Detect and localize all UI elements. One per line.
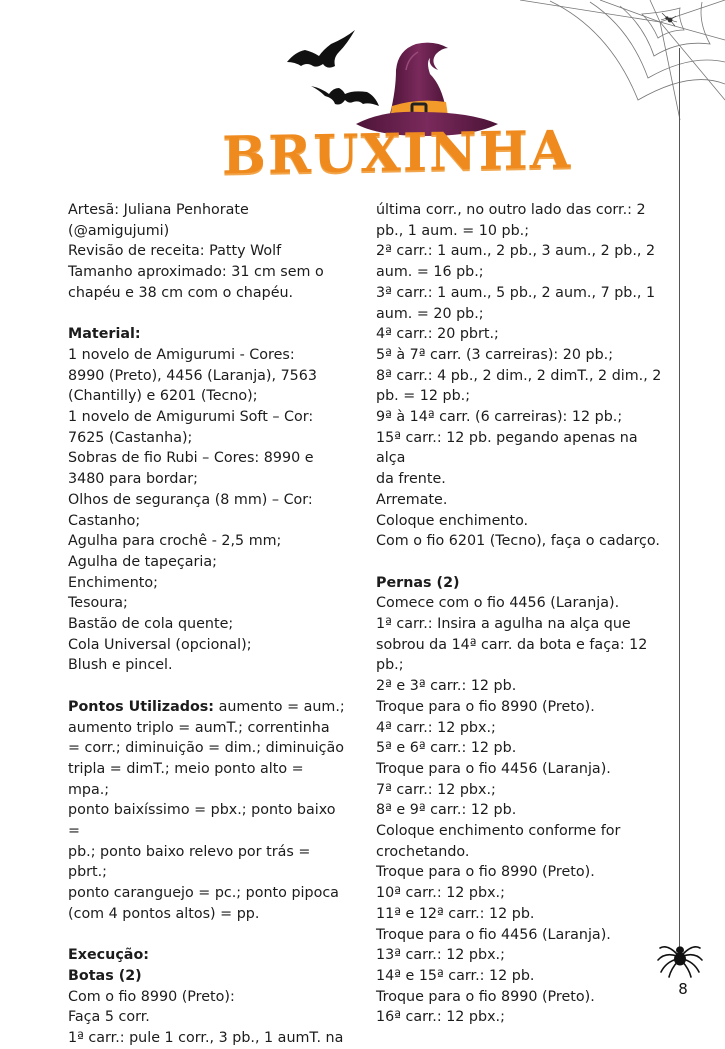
intro-line: chapéu e 38 cm com o chapéu. [68, 284, 294, 301]
pontos-line: tripla = dimT.; meio ponto alto = mpa.; [68, 760, 304, 798]
botas-line: 4ª carr.: 20 pbrt.; [376, 326, 499, 343]
pernas-line: 16ª carr.: 12 pbx.; [376, 1009, 505, 1026]
material-line: Bastão de cola quente; [68, 616, 234, 633]
pernas-line: 14ª e 15ª carr.: 12 pb. [376, 968, 535, 984]
botas-line: 1ª carr.: pule 1 corr., 3 pb., 1 aumT. na [68, 1030, 344, 1047]
botas-line: da frente. [376, 471, 446, 488]
botas-heading: Botas (2) [68, 967, 142, 984]
page-number: 8 [678, 980, 688, 998]
material-line: Agulha para crochê - 2,5 mm; [68, 533, 282, 550]
material-heading: Material: [68, 326, 141, 343]
material-line: Blush e pincel. [68, 657, 173, 674]
pernas-line: crochetando. [376, 843, 470, 860]
botas-line: 2ª carr.: 1 aum., 2 pb., 3 aum., 2 pb., 2 [376, 243, 656, 260]
pontos-line: = corr.; diminuição = dim.; diminuição [68, 740, 344, 757]
pontos-heading: Pontos Utilizados: [68, 698, 215, 715]
botas-line: 8ª carr.: 4 pb., 2 dim., 2 dimT., 2 dim., 2 [376, 367, 662, 384]
pontos-line: ponto baixíssimo = pbx.; ponto baixo = [68, 802, 336, 840]
pernas-line: 10ª carr.: 12 pbx.; [376, 885, 505, 902]
material-line: 8990 (Preto), 4456 (Laranja), 7563 [68, 367, 317, 384]
pernas-line: 5ª e 6ª carr.: 12 pb. [376, 740, 517, 757]
pontos-line: pb.; ponto baixo relevo por trás = pbrt.; [68, 843, 311, 881]
intro-line: Artesã: Juliana Penhorate [68, 202, 249, 218]
material-line: Cola Universal (opcional); [68, 636, 252, 653]
pernas-line: 1ª carr.: Insira a agulha na alça que [376, 616, 631, 633]
spider-thread [679, 48, 680, 948]
pontos-line: (com 4 pontos altos) = pp. [68, 905, 260, 922]
botas-line: 9ª à 14ª carr. (6 carreiras): 12 pb.; [376, 409, 623, 426]
material-line: 1 novelo de Amigurumi - Cores: [68, 346, 295, 363]
pernas-heading: Pernas (2) [376, 574, 460, 591]
pernas-line: Troque para o fio 8990 (Preto). [376, 864, 595, 881]
page-title: BRUXINHA [222, 119, 573, 187]
pernas-line: 11ª e 12ª carr.: 12 pb. [376, 905, 535, 922]
botas-line: Faça 5 corr. [68, 1009, 150, 1026]
botas-line: aum. = 20 pb.; [376, 305, 484, 322]
botas-line: Com o fio 8990 (Preto): [68, 988, 235, 1005]
material-line: Olhos de segurança (8 mm) – Cor: [68, 491, 313, 508]
botas-line: Coloque enchimento. [376, 512, 529, 529]
material-line: 3480 para bordar; [68, 471, 198, 488]
pernas-line: Troque para o fio 8990 (Preto). [376, 988, 595, 1005]
pontos-line: ponto caranguejo = pc.; ponto pipoca [68, 885, 339, 902]
pernas-line: 4ª carr.: 12 pbx.; [376, 719, 496, 736]
pernas-line: 8ª e 9ª carr.: 12 pb. [376, 802, 517, 819]
intro-line: (@amigujumi) [68, 222, 170, 239]
pernas-line: Troque para o fio 8990 (Preto). [376, 698, 595, 715]
cobweb-icon [520, 0, 725, 120]
pernas-line: 7ª carr.: 12 pbx.; [376, 781, 496, 798]
material-line: Enchimento; [68, 574, 158, 591]
botas-line: aum. = 16 pb.; [376, 264, 484, 281]
pontos-first-line: aumento = aum.; [214, 698, 345, 715]
intro-line: Tamanho aproximado: 31 cm sem o [68, 264, 324, 281]
botas-line: pb., 1 aum. = 10 pb.; [376, 222, 530, 239]
material-line: Sobras de fio Rubi – Cores: 8990 e [68, 450, 314, 467]
left-column [68, 200, 346, 1049]
material-line: Tesoura; [68, 595, 128, 612]
botas-line: 5ª à 7ª carr. (3 carreiras): 20 pb.; [376, 346, 614, 363]
botas-line: Arremate. [376, 491, 448, 508]
pernas-line: Troque para o fio 4456 (Laranja). [376, 926, 611, 943]
botas-line: Com o fio 6201 (Tecno), faça o cadarço. [376, 533, 660, 550]
pernas-line: Troque para o fio 4456 (Laranja). [376, 760, 611, 777]
material-line: Castanho; [68, 512, 141, 529]
botas-line: última corr., no outro lado das corr.: 2 [376, 202, 646, 218]
botas-line: 3ª carr.: 1 aum., 5 pb., 2 aum., 7 pb., 1 [376, 284, 656, 301]
material-line: 7625 (Castanha); [68, 429, 193, 446]
execucao-heading: Execução: [68, 947, 149, 964]
botas-line: 15ª carr.: 12 pb. pegando apenas na alça [376, 429, 638, 467]
material-line: (Chantilly) e 6201 (Tecno); [68, 388, 258, 405]
material-line: 1 novelo de Amigurumi Soft – Cor: [68, 409, 314, 426]
right-column [376, 200, 664, 1028]
botas-line: pb. = 12 pb.; [376, 388, 471, 405]
pernas-line: 2ª e 3ª carr.: 12 pb. [376, 678, 517, 695]
pernas-line: Coloque enchimento conforme for [376, 823, 621, 840]
pernas-line: sobrou da 14ª carr. da bota e faça: 12 pb.; [376, 636, 648, 674]
intro-line: Revisão de receita: Patty Wolf [68, 243, 282, 260]
pernas-line: Comece com o fio 4456 (Laranja). [376, 595, 620, 612]
pontos-line: aumento triplo = aumT.; correntinha [68, 719, 330, 736]
pernas-line: 13ª carr.: 12 pbx.; [376, 947, 505, 964]
material-line: Agulha de tapeçaria; [68, 553, 217, 570]
